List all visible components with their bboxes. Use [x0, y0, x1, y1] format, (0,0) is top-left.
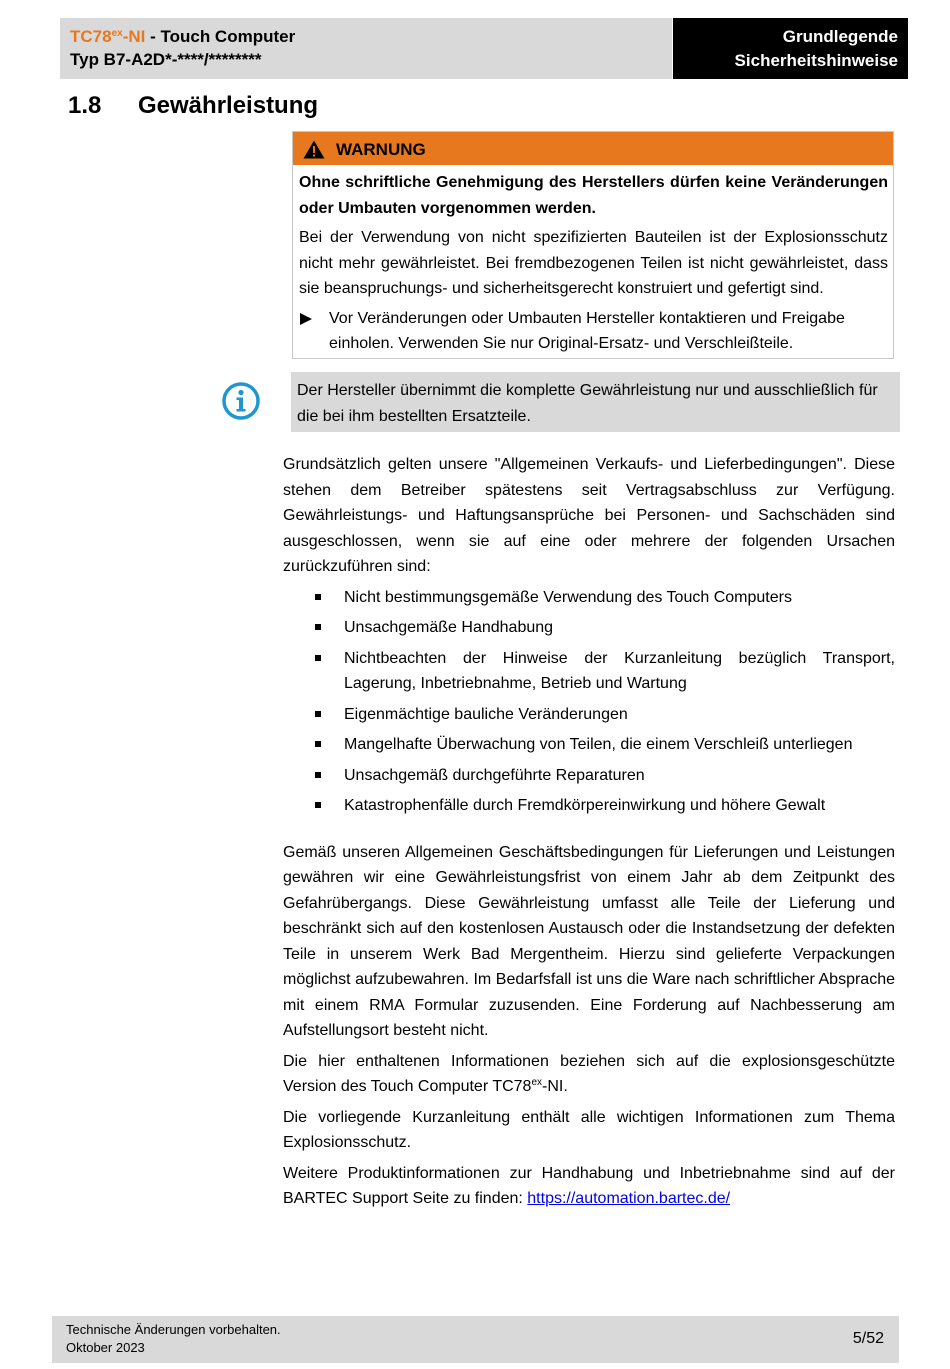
info-text: Der Hersteller übernimmt die komplette Gewährleistung nur und ausschließlich für die bei ihm bestellten Ersatzteile.: [297, 382, 878, 425]
list-item: Unsachgemäß durchgeführte Reparaturen: [283, 763, 895, 789]
warning-label: WARNUNG: [336, 140, 426, 159]
header-product-title: [70, 27, 295, 47]
list-item: Unsachgemäße Handhabung: [283, 615, 895, 641]
warning-box: [292, 131, 894, 359]
warning-header: [293, 132, 893, 165]
section-heading: [68, 92, 318, 120]
terms-paragraph: Gemäß unseren Allgemeinen Geschäftsbedingungen für Lieferungen und Leistungen gewähren wir eine Gewährleistungsfrist von einem Jahr ab dem Zeitpunkt des Gefahrübergangs. Diese Gewährleistung umfasst alle Teile der Lieferung und beschränkt sich auf den kostenlosen Austausch oder die Instandsetzung der defekten Teile in unserem Werk Bad Mergentheim. Hierzu sind gelieferte Verpackungen möglichst aufzubewahren. Im Bedarfsfall ist uns die Ware nach schriftlicher Absprache mit einem RMA Formular zuzusenden. Eine Forderung auf Nachbesserung am Aufstellungsort besteht nicht.: [283, 843, 895, 1039]
list-item: Katastrophenfälle durch Fremdkörpereinwirkung und höhere Gewalt: [283, 793, 895, 819]
list-item: Nichtbeachten der Hinweise der Kurzanleitung bezüglich Transport, Lagerung, Inbetriebnahme, Betrieb und Wartung: [283, 646, 895, 697]
section-number: 1.8: [68, 92, 102, 119]
square-bullet-icon: [315, 802, 321, 808]
square-bullet-icon: [315, 594, 321, 600]
warning-action: [299, 306, 888, 357]
intro-paragraph: Grundsätzlich gelten unsere "Allgemeinen Verkaufs- und Lieferbedingungen". Diese stehen dem Betreiber spätestens seit Vertragsabschluss zur Verfügung. Gewährleistungs- und Haftungsansprüche bei Personen- und Sachschäden sind ausgeschlossen, wenn sie auf eine oder mehrere der folgenden Ursachen zurückzuführen sind:: [283, 456, 895, 575]
support-link[interactable]: https://automation.bartec.de/: [527, 1190, 731, 1207]
square-bullet-icon: [315, 624, 321, 630]
square-bullet-icon: [315, 772, 321, 778]
header-product-panel: [60, 18, 672, 79]
product-model: TC78: [70, 27, 112, 46]
warning-bold-text: Ohne schriftliche Genehmigung des Herstellers dürfen keine Veränderungen oder Umbauten vorgenommen werden.: [299, 174, 888, 217]
info-circle-icon: [221, 381, 261, 421]
warning-triangle-icon: [303, 140, 325, 159]
arrow-right-icon: [299, 312, 313, 326]
support-paragraph: Weitere Produktinformationen zur Handhabung und Inbetriebnahme sind auf der BARTEC Support Seite zu finden: https://automation.bartec.de/: [283, 1164, 895, 1207]
footer-date: Oktober 2023: [66, 1340, 145, 1355]
product-model-suffix: -NI: [122, 27, 146, 46]
header-type-line: Typ B7-A2D*-****/********: [70, 50, 262, 69]
list-item: Nicht bestimmungsgemäße Verwendung des Touch Computers: [283, 585, 895, 611]
main-content: [283, 452, 895, 1217]
square-bullet-icon: [315, 711, 321, 717]
header-chapter-panel: [673, 18, 908, 79]
causes-list: [283, 585, 895, 819]
warning-action-text: Vor Veränderungen oder Umbauten Hersteller kontaktieren und Freigabe einholen. Verwenden Sie nur Original-Ersatz- und Verschleißteile.: [329, 309, 845, 352]
version-paragraph: Die hier enthaltenen Informationen beziehen sich auf die explosionsgeschützte Version des Touch Computer $TC78^{ex}-NI$.: [283, 1052, 895, 1095]
footer: [52, 1316, 899, 1363]
footer-note: Technische Änderungen vorbehalten.: [66, 1322, 281, 1337]
section-title: Gewährleistung: [138, 92, 319, 119]
warning-body-text: Bei der Verwendung von nicht spezifizierten Bauteilen ist der Explosionsschutz nicht mehr gewährleistet. Bei fremdbezogenen Teilen ist nicht gewährleistet, dass sie beanspruchungs- und sicherheitsgerecht konstruiert und gefertigt sind.: [299, 229, 888, 297]
product-model-superscript: ex: [111, 28, 123, 39]
header-chapter-line1: Grundlegende: [782, 27, 898, 46]
list-item: Eigenmächtige bauliche Veränderungen: [283, 702, 895, 728]
square-bullet-icon: [315, 741, 321, 747]
warning-body: [299, 170, 888, 357]
header-chapter-line2: Sicherheitshinweise: [734, 51, 898, 70]
guide-paragraph: Die vorliegende Kurzanleitung enthält alle wichtigen Informationen zum Thema Explosionsschutz.: [283, 1108, 895, 1151]
list-item: Mangelhafte Überwachung von Teilen, die einem Verschleiß unterliegen: [283, 732, 895, 758]
square-bullet-icon: [315, 655, 321, 661]
info-box: [291, 372, 900, 432]
product-name: - Touch Computer: [145, 27, 296, 46]
page-number: 5/52: [852, 1330, 884, 1347]
